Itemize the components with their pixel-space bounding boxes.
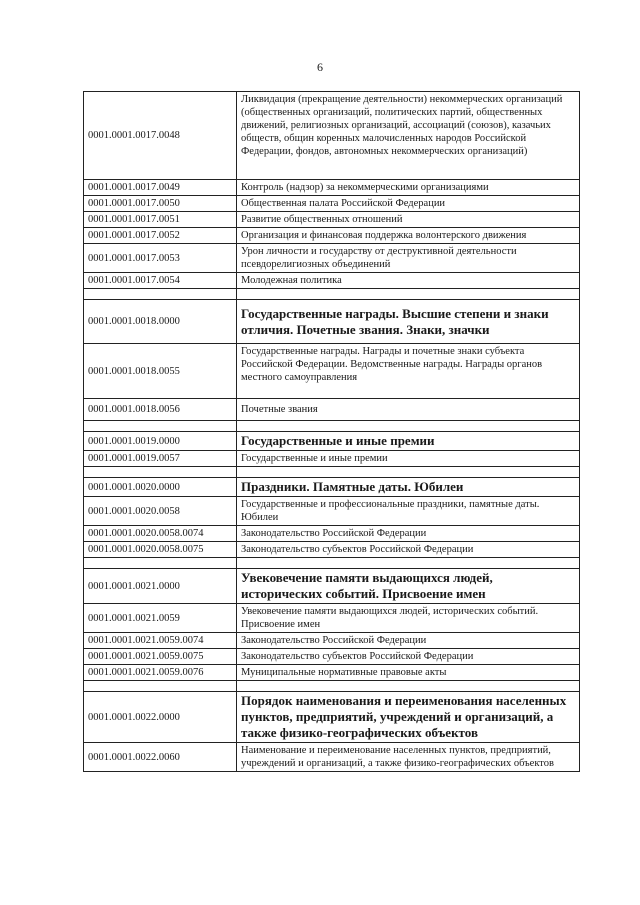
table-row: [84, 399, 580, 421]
row-code: 0001.0001.0017.0052: [84, 228, 237, 244]
section-heading-row: [84, 569, 580, 604]
row-title: Почетные звания: [237, 399, 580, 421]
classifier-table: [83, 91, 580, 772]
blank-row: [84, 558, 580, 569]
row-title: Законодательство субъектов Российской Федерации: [237, 542, 580, 558]
section-heading: Порядок наименования и переименования населенных пунктов, предприятий, учреждений и организаций, а также физико-географических объектов: [237, 692, 580, 743]
blank-row: [84, 467, 580, 478]
row-code: 0001.0001.0021.0000: [84, 569, 237, 604]
row-code: 0001.0001.0017.0053: [84, 244, 237, 273]
row-title: Организация и финансовая поддержка волонтерского движения: [237, 228, 580, 244]
table-row: [84, 344, 580, 399]
row-title: Увековечение памяти выдающихся людей, исторических событий. Присвоение имен: [237, 604, 580, 633]
row-title: Молодежная политика: [237, 273, 580, 289]
row-code: 0001.0001.0022.0000: [84, 692, 237, 743]
row-title: Законодательство Российской Федерации: [237, 633, 580, 649]
table-row: [84, 273, 580, 289]
row-title: Развитие общественных отношений: [237, 212, 580, 228]
table-row: [84, 542, 580, 558]
blank-row: [84, 681, 580, 692]
row-code: 0001.0001.0018.0055: [84, 344, 237, 399]
section-heading-row: [84, 432, 580, 451]
blank-row: [84, 421, 580, 432]
table-row: [84, 649, 580, 665]
row-title: Законодательство субъектов Российской Федерации: [237, 649, 580, 665]
section-heading: Государственные награды. Высшие степени и знаки отличия. Почетные звания. Знаки, значки: [237, 300, 580, 344]
row-code: 0001.0001.0017.0054: [84, 273, 237, 289]
section-heading: Увековечение памяти выдающихся людей, исторических событий. Присвоение имен: [237, 569, 580, 604]
table-row: [84, 212, 580, 228]
table-row: [84, 92, 580, 180]
section-heading: Государственные и иные премии: [237, 432, 580, 451]
table-row: [84, 665, 580, 681]
row-code: 0001.0001.0020.0058.0075: [84, 542, 237, 558]
row-code: 0001.0001.0020.0058: [84, 497, 237, 526]
table-row: [84, 497, 580, 526]
row-title: Наименование и переименование населенных пунктов, предприятий, учреждений и организаций, а также физико-географических объектов: [237, 743, 580, 772]
row-title: Законодательство Российской Федерации: [237, 526, 580, 542]
row-title: Урон личности и государству от деструктивной деятельности псевдорелигиозных объединений: [237, 244, 580, 273]
row-code: 0001.0001.0017.0051: [84, 212, 237, 228]
table-row: [84, 244, 580, 273]
row-code: 0001.0001.0017.0050: [84, 196, 237, 212]
table-row: [84, 743, 580, 772]
table-row: [84, 196, 580, 212]
section-heading-row: [84, 478, 580, 497]
table-row: [84, 526, 580, 542]
table-row: [84, 633, 580, 649]
blank-row: [84, 289, 580, 300]
row-title: Ликвидация (прекращение деятельности) некоммерческих организаций (общественных организаций, политических партий, общественных движений, религиозных организаций, ассоциаций (союзов), казачьих обществ, общин коренных малочисленных народов Российской Федерации, фондов, автономных некоммерческих организаций): [237, 92, 580, 180]
row-code: 0001.0001.0021.0059.0075: [84, 649, 237, 665]
row-title: Государственные и профессиональные праздники, памятные даты. Юбилеи: [237, 497, 580, 526]
section-heading: Праздники. Памятные даты. Юбилеи: [237, 478, 580, 497]
row-title: Муниципальные нормативные правовые акты: [237, 665, 580, 681]
row-title: Общественная палата Российской Федерации: [237, 196, 580, 212]
table-row: [84, 180, 580, 196]
row-title: Государственные награды. Награды и почетные знаки субъекта Российской Федерации. Ведомственные награды. Награды органов местного самоуправления: [237, 344, 580, 399]
row-code: 0001.0001.0019.0000: [84, 432, 237, 451]
row-code: 0001.0001.0021.0059.0076: [84, 665, 237, 681]
page-number: 6: [317, 60, 323, 74]
row-title: Контроль (надзор) за некоммерческими организациями: [237, 180, 580, 196]
row-title: Государственные и иные премии: [237, 451, 580, 467]
table-row: [84, 604, 580, 633]
row-code: 0001.0001.0021.0059: [84, 604, 237, 633]
row-code: 0001.0001.0017.0049: [84, 180, 237, 196]
table-row: [84, 228, 580, 244]
section-heading-row: [84, 300, 580, 344]
table-row: [84, 451, 580, 467]
row-code: 0001.0001.0020.0000: [84, 478, 237, 497]
row-code: 0001.0001.0020.0058.0074: [84, 526, 237, 542]
row-code: 0001.0001.0018.0056: [84, 399, 237, 421]
row-code: 0001.0001.0019.0057: [84, 451, 237, 467]
row-code: 0001.0001.0017.0048: [84, 92, 237, 180]
section-heading-row: [84, 692, 580, 743]
row-code: 0001.0001.0022.0060: [84, 743, 237, 772]
row-code: 0001.0001.0021.0059.0074: [84, 633, 237, 649]
row-code: 0001.0001.0018.0000: [84, 300, 237, 344]
